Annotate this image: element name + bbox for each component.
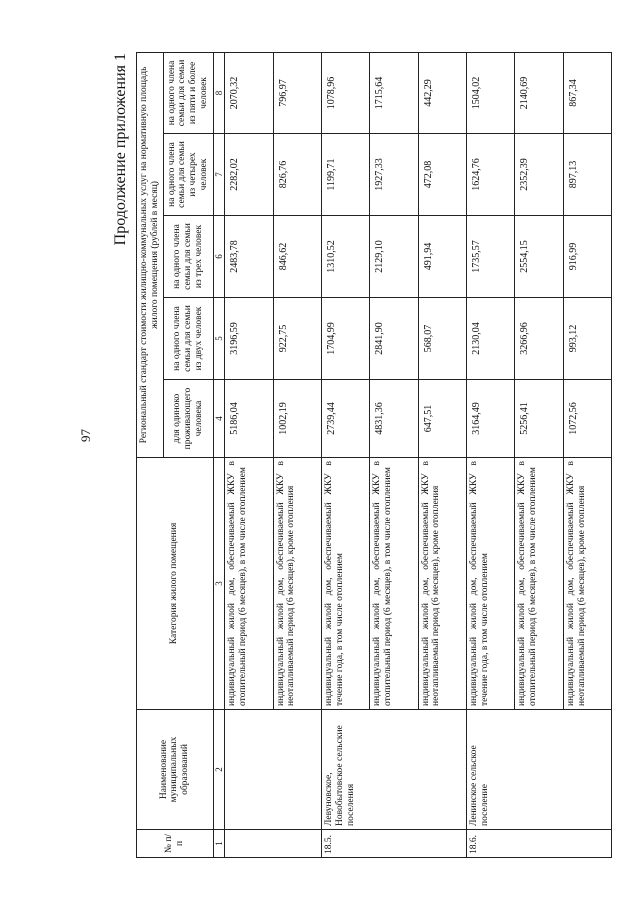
row-category: индивидуальный жилой дом, обеспечиваемый ЖКУ в неотапливаемый период (6 месяцев), кроме отопления	[563, 458, 611, 710]
value-family-3: 916,99	[563, 216, 611, 298]
value-family-4: 1199,71	[321, 134, 369, 216]
value-family-2: 922,75	[273, 298, 321, 380]
column-index: 7	[213, 134, 224, 216]
header-family-3: на одного члена семьи для семьи из трех человек	[163, 216, 213, 298]
column-index: 1	[213, 830, 224, 858]
row-category: индивидуальный жилой дом, обеспечиваемый ЖКУ в отопительный период (6 месяцев), в том числе отоплением	[515, 458, 563, 710]
row-category: индивидуальный жилой дом, обеспечиваемый ЖКУ в течение года, в том числе отоплением	[321, 458, 369, 710]
header-single: для одиноко проживающего человека	[163, 380, 213, 458]
column-index: 4	[213, 380, 224, 458]
row-code: 18.5.	[321, 830, 466, 858]
table-row	[321, 52, 369, 857]
row-category: индивидуальный жилой дом, обеспечиваемый ЖКУ в отопительный период (6 месяцев), в том числе отоплением	[370, 458, 418, 710]
value-family-4: 2282,02	[225, 134, 273, 216]
column-index: 2	[213, 710, 224, 830]
value-family-3: 2483,78	[225, 216, 273, 298]
value-family-5: 867,34	[563, 52, 611, 133]
row-code	[225, 830, 322, 858]
row-municipality: Левуновское, Новобытовское сельские поселения	[321, 710, 466, 830]
value-family-2: 993,12	[563, 298, 611, 380]
row-category: индивидуальный жилой дом, обеспечиваемый ЖКУ в отопительный период (6 месяцев), в том числе отоплением	[225, 458, 273, 710]
value-single: 647,51	[418, 380, 466, 458]
rotated-page-content	[112, 53, 612, 858]
value-single: 3164,49	[466, 380, 514, 458]
row-category: индивидуальный жилой дом, обеспечиваемый ЖКУ в неотапливаемый период (6 месяцев), кроме отопления	[418, 458, 466, 710]
value-family-3: 2129,10	[370, 216, 418, 298]
value-single: 4831,36	[370, 380, 418, 458]
value-family-3: 491,94	[418, 216, 466, 298]
header-family-2: на одного члена семьи для семьи из двух человек	[163, 298, 213, 380]
value-single: 1072,56	[563, 380, 611, 458]
row-code: 18.6.	[466, 830, 611, 858]
value-family-5: 2070,32	[225, 52, 273, 133]
column-index: 6	[213, 216, 224, 298]
value-family-2: 568,07	[418, 298, 466, 380]
value-family-5: 1078,96	[321, 52, 369, 133]
value-family-4: 1927,33	[370, 134, 418, 216]
value-family-3: 1735,57	[466, 216, 514, 298]
value-single: 5256,41	[515, 380, 563, 458]
regional-standard-table	[136, 52, 612, 858]
value-family-4: 897,13	[563, 134, 611, 216]
value-family-4: 2352,39	[515, 134, 563, 216]
value-single: 2739,44	[321, 380, 369, 458]
value-single: 1002,19	[273, 380, 321, 458]
value-family-5: 442,29	[418, 52, 466, 133]
value-family-5: 796,97	[273, 52, 321, 133]
table-row	[225, 52, 273, 857]
value-family-3: 2554,15	[515, 216, 563, 298]
value-family-4: 1624,76	[466, 134, 514, 216]
header-municipality: Наименование муниципальных образований	[137, 710, 214, 830]
value-family-2: 1704,99	[321, 298, 369, 380]
header-number: № п/п	[137, 830, 214, 858]
column-index: 5	[213, 298, 224, 380]
row-municipality	[225, 710, 322, 830]
header-category: Категория жилого помещения	[137, 458, 214, 710]
value-family-2: 2841,90	[370, 298, 418, 380]
table-row	[466, 52, 514, 857]
column-index: 8	[213, 52, 224, 133]
header-regional-standard: Региональный стандарт стоимости жилищно-коммунальных услуг на нормативную площадь жилого помещения (рублей в месяц)	[137, 52, 164, 457]
header-family-5: на одного члена семьи для семьи из пяти и более человек	[163, 52, 213, 133]
value-family-3: 1310,52	[321, 216, 369, 298]
value-family-4: 472,08	[418, 134, 466, 216]
row-category: индивидуальный жилой дом, обеспечиваемый ЖКУ в течение года, в том числе отоплением	[466, 458, 514, 710]
value-family-5: 1715,64	[370, 52, 418, 133]
row-category: индивидуальный жилой дом, обеспечиваемый ЖКУ в неотапливаемый период (6 месяцев), кроме отопления	[273, 458, 321, 710]
page-number: 97	[78, 429, 93, 442]
row-municipality: Ленинское сельское поселение	[466, 710, 611, 830]
value-single: 5186,04	[225, 380, 273, 458]
header-family-4: на одного члена семьи для семьи из четырех человек	[163, 134, 213, 216]
value-family-5: 1504,02	[466, 52, 514, 133]
value-family-2: 3196,59	[225, 298, 273, 380]
continuation-heading: Продолжение приложения 1	[112, 53, 129, 246]
column-index: 3	[213, 458, 224, 710]
value-family-2: 3266,96	[515, 298, 563, 380]
value-family-5: 2140,69	[515, 52, 563, 133]
value-family-3: 846,62	[273, 216, 321, 298]
value-family-2: 2130,04	[466, 298, 514, 380]
value-family-4: 826,76	[273, 134, 321, 216]
